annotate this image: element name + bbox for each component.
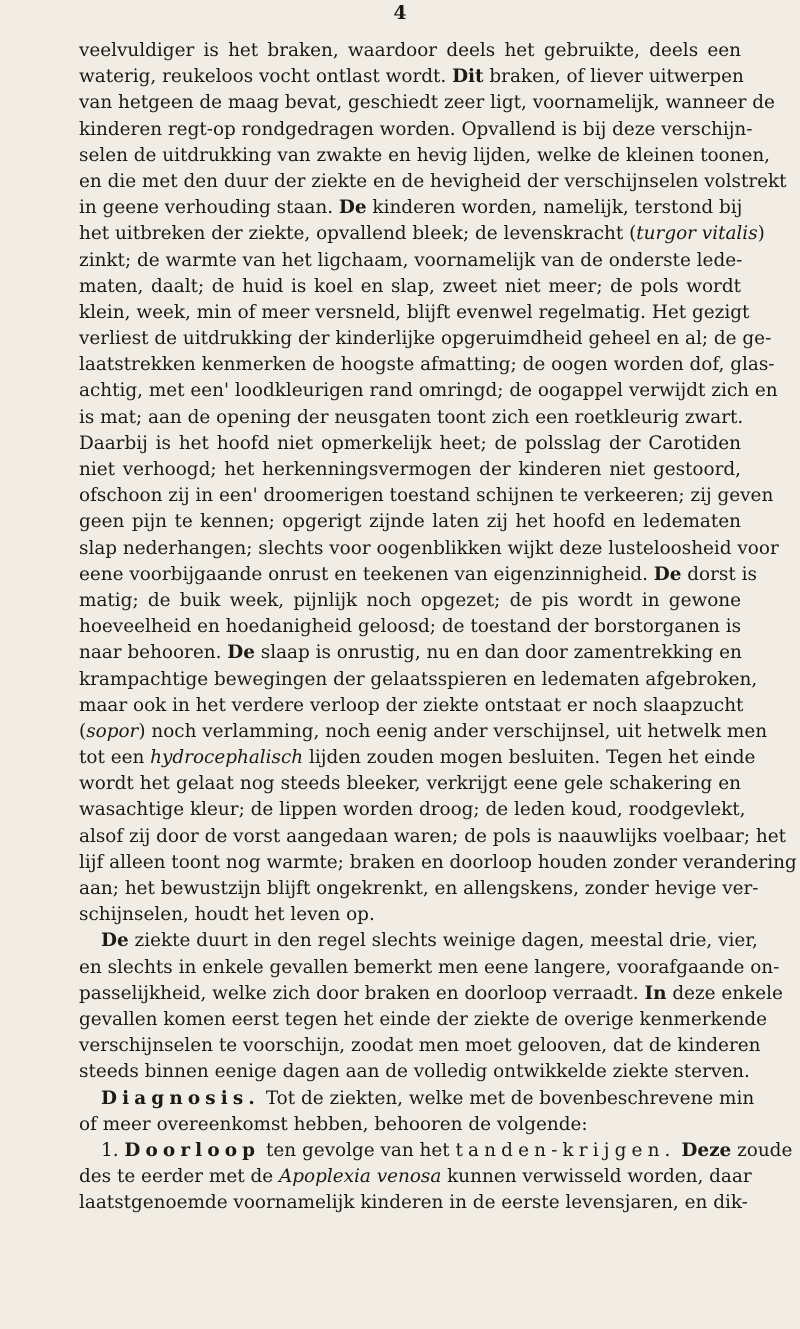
text-line bbox=[79, 745, 756, 771]
text-line bbox=[79, 667, 758, 693]
text-segment: hydrocephalisch bbox=[150, 747, 304, 769]
text-line bbox=[79, 824, 787, 850]
text-line bbox=[79, 928, 758, 954]
text-segment: het uitbreken der ziekte, opvallend bleek; de levenskracht ( bbox=[79, 223, 637, 245]
text-segment: hoeveelheid en hoedanigheid geloosd; de toestand der borstorganen is bbox=[79, 616, 742, 638]
text-line bbox=[79, 536, 779, 562]
text-line bbox=[79, 378, 778, 404]
text-line bbox=[79, 562, 757, 588]
text-segment: De bbox=[227, 642, 255, 664]
text-line bbox=[79, 195, 741, 221]
text-line bbox=[79, 797, 746, 823]
text-segment: kinderen regt-op rondgedragen worden. Opvallend is bij deze verschijn- bbox=[79, 118, 753, 140]
text-line bbox=[79, 64, 744, 90]
text-line bbox=[79, 483, 774, 509]
text-line bbox=[79, 1112, 741, 1138]
text-segment: laatstrekken kenmerken de hoogste afmatting; de oogen worden dof, glas- bbox=[79, 354, 775, 376]
text-segment: slap nederhangen; slechts voor oogenblikken wijkt deze lusteloosheid voor bbox=[79, 537, 779, 559]
text-line bbox=[79, 117, 753, 143]
text-segment: naar behooren. bbox=[79, 642, 228, 664]
text-segment: en die met den duur der ziekte en de hevigheid der verschijnselen volstrekt bbox=[79, 170, 787, 192]
text-line bbox=[79, 1086, 755, 1112]
text-segment: De bbox=[653, 563, 682, 585]
body-text bbox=[79, 38, 797, 1216]
text-segment: ) noch verlamming, noch eenig ander verschijnsel, uit hetwelk men bbox=[138, 720, 768, 742]
text-line bbox=[79, 614, 741, 640]
text-segment: gevallen komen eerst tegen het einde der ziekte de overige kenmerkende bbox=[79, 1008, 768, 1030]
text-line bbox=[79, 509, 741, 535]
text-line bbox=[79, 1164, 752, 1190]
text-segment: Deze bbox=[681, 1139, 732, 1161]
text-segment: laatstgenoemde voornamelijk kinderen in de eerste levensjaren, en dik- bbox=[79, 1192, 748, 1214]
text-segment: tanden-krijgen. bbox=[455, 1139, 676, 1161]
text-segment: sopor bbox=[86, 720, 139, 742]
text-line bbox=[79, 169, 787, 195]
text-segment: dorst is bbox=[681, 563, 757, 585]
text-line bbox=[79, 1007, 768, 1033]
text-segment: krampachtige bewegingen der gelaatsspieren en ledematen afgebroken, bbox=[79, 668, 758, 690]
text-segment: van hetgeen de maag bevat, geschiedt zeer ligt, voornamelijk, wanneer de bbox=[79, 92, 775, 114]
text-segment: en slechts in enkele gevallen bemerkt men eene langere, voorafgaande on- bbox=[79, 956, 780, 978]
text-line bbox=[79, 640, 741, 666]
text-segment: niet verhoogd; het herkenningsvermogen der kinderen niet gestoord, bbox=[79, 459, 741, 480]
text-line bbox=[79, 771, 741, 797]
text-segment: ten gevolge van het bbox=[260, 1139, 456, 1161]
text-segment: deze enkele bbox=[666, 982, 783, 1004]
text-line bbox=[79, 90, 775, 116]
text-segment: schijnselen, houdt het leven op. bbox=[79, 904, 375, 926]
text-segment: Dit bbox=[452, 66, 484, 88]
text-segment: steeds binnen eenige dagen aan de volledig ontwikkelde ziekte sterven. bbox=[79, 1061, 750, 1083]
text-line bbox=[79, 248, 741, 274]
text-segment: Diagnosis. bbox=[101, 1087, 260, 1109]
text-line bbox=[79, 221, 765, 247]
text-segment: aan; het bewustzijn blijft ongekrenkt, en allengskens, zonder hevige ver- bbox=[79, 878, 759, 899]
text-segment: tot een bbox=[79, 747, 151, 769]
text-segment: veelvuldiger is het braken, waardoor deels het gebruikte, deels een bbox=[79, 40, 741, 61]
text-segment: achtig, met een' loodkleurigen rand omringd; de oogappel verwijdt zich en bbox=[79, 380, 778, 402]
text-segment: ziekte duurt in den regel slechts weinige dagen, meestal drie, vier, bbox=[128, 930, 758, 952]
text-line bbox=[79, 431, 741, 457]
text-line bbox=[79, 693, 744, 719]
text-line bbox=[79, 981, 783, 1007]
text-segment: kinderen worden, namelijk, terstond bij bbox=[366, 197, 743, 219]
text-segment: lijf alleen toont nog warmte; braken en doorloop houden zonder verandering bbox=[79, 851, 797, 873]
text-line bbox=[79, 457, 741, 483]
text-segment: kunnen verwisseld worden, daar bbox=[441, 1166, 752, 1188]
text-line bbox=[79, 326, 772, 352]
text-segment: maten, daalt; de huid is koel en slap, zweet niet meer; de pols wordt bbox=[79, 275, 741, 297]
text-segment: geen pijn te kennen; opgerigt zijnde laten zij het hoofd en ledematen bbox=[79, 511, 741, 533]
text-line bbox=[79, 588, 741, 614]
page-number: 4 bbox=[393, 2, 407, 24]
text-segment: maar ook in het verdere verloop der ziekte ontstaat er noch slaapzucht bbox=[79, 694, 744, 716]
text-segment: ( bbox=[79, 720, 87, 742]
text-segment: braken, of liever uitwerpen bbox=[483, 66, 744, 88]
text-segment: Apoplexia venosa bbox=[278, 1166, 442, 1188]
text-line bbox=[79, 352, 775, 378]
text-segment: of meer overeenkomst hebben, behooren de volgende: bbox=[79, 1113, 588, 1135]
text-segment: De bbox=[101, 930, 129, 952]
text-line bbox=[79, 955, 780, 981]
text-segment: verliest de uitdrukking der kinderlijke opgeruimdheid geheel en al; de ge- bbox=[79, 328, 772, 350]
text-segment: wasachtige kleur; de lippen worden droog; de leden koud, roodgevlekt, bbox=[79, 799, 746, 821]
text-segment: is mat; aan de opening der neusgaten toont zich een roetkleurig zwart. bbox=[79, 406, 744, 428]
text-line bbox=[79, 850, 797, 876]
text-segment: des te eerder met de bbox=[79, 1166, 279, 1188]
text-line bbox=[79, 38, 741, 64]
text-segment: waterig, reukeloos vocht ontlast wordt. bbox=[79, 66, 453, 88]
text-segment: selen de uitdrukking van zwakte en hevig lijden, welke de kleinen toonen, bbox=[79, 144, 771, 166]
text-segment: ) bbox=[757, 223, 765, 245]
text-segment: De bbox=[338, 197, 367, 219]
text-segment: Daarbij is het hoofd niet opmerkelijk heet; de polsslag der Carotiden bbox=[79, 432, 741, 454]
text-line bbox=[79, 300, 750, 326]
text-segment: zoude bbox=[731, 1139, 793, 1161]
text-segment: lijden zouden mogen besluiten. Tegen het einde bbox=[303, 747, 756, 769]
text-segment: Doorloop bbox=[124, 1139, 261, 1161]
text-segment: zinkt; de warmte van het ligchaam, voornamelijk van de onderste lede- bbox=[79, 249, 743, 271]
text-line bbox=[79, 1033, 761, 1059]
text-line bbox=[79, 405, 744, 431]
text-segment: alsof zij door de vorst aangedaan waren; de pols is naauwlijks voelbaar; het bbox=[79, 825, 787, 847]
text-line bbox=[79, 902, 741, 928]
text-segment: turgor vitalis bbox=[636, 223, 758, 245]
text-segment: ofschoon zij in een' droomerigen toestand schijnen te verkeeren; zij geven bbox=[79, 485, 774, 507]
text-segment: slaap is onrustig, nu en dan door zamentrekking en bbox=[254, 642, 742, 664]
text-line bbox=[79, 1138, 793, 1164]
text-line bbox=[79, 1059, 750, 1085]
text-segment: Tot de ziekten, welke met de bovenbeschrevene min bbox=[259, 1087, 755, 1109]
text-line bbox=[79, 143, 771, 169]
text-segment: matig; de buik week, pijnlijk noch opgezet; de pis wordt in gewone bbox=[79, 589, 741, 611]
text-segment: In bbox=[644, 982, 667, 1004]
text-segment: klein, week, min of meer versneld, blijft evenwel regelmatig. Het gezigt bbox=[79, 301, 750, 323]
text-segment: verschijnselen te voorschijn, zoodat men moet gelooven, dat de kinderen bbox=[79, 1035, 761, 1057]
text-segment: passelijkheid, welke zich door braken en doorloop verraadt. bbox=[79, 982, 645, 1004]
text-line bbox=[79, 274, 741, 300]
text-line bbox=[79, 1190, 748, 1216]
text-line bbox=[79, 876, 759, 902]
text-segment: eene voorbijgaande onrust en teekenen van eigenzinnigheid. bbox=[79, 563, 654, 585]
text-segment: 1. bbox=[101, 1139, 125, 1161]
text-line bbox=[79, 719, 768, 745]
text-segment: in geene verhouding staan. bbox=[79, 197, 339, 219]
text-segment: wordt het gelaat nog steeds bleeker, verkrijgt eene gele schakering en bbox=[79, 773, 741, 795]
